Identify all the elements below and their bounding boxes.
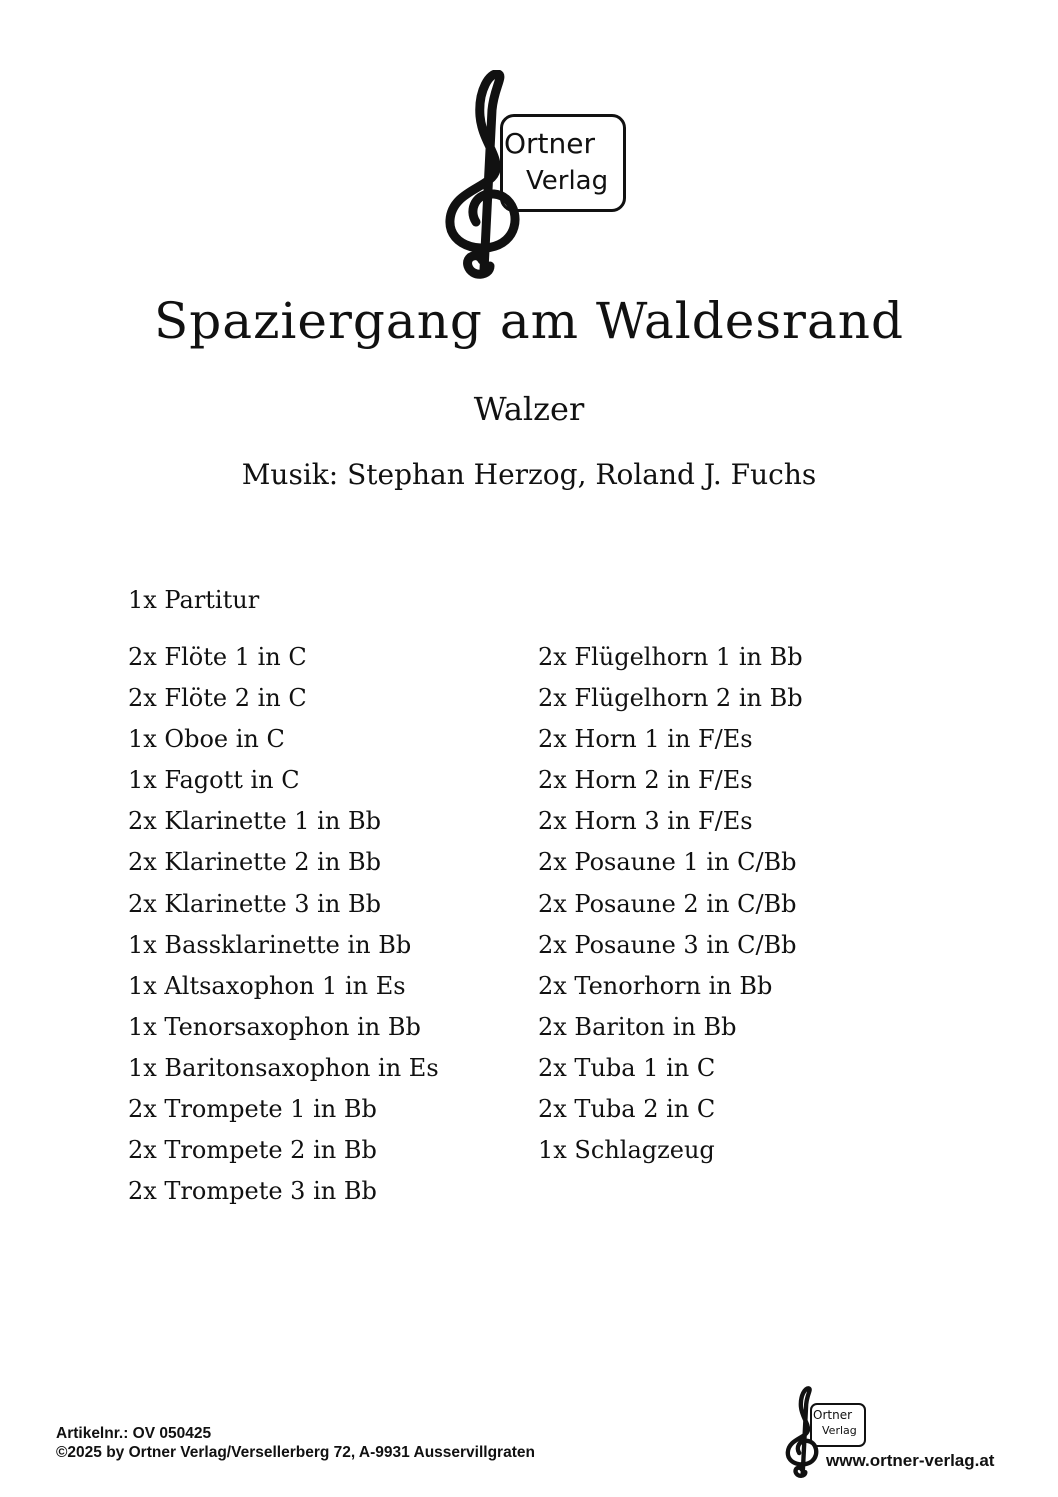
parts-list-right bbox=[538, 642, 803, 1176]
score-entry: 1x Partitur bbox=[128, 586, 260, 614]
subtitle: Walzer bbox=[473, 390, 585, 428]
list-item: 2x Flöte 1 in C bbox=[128, 643, 307, 671]
logo-line2: Verlag bbox=[526, 166, 609, 196]
list-item: 2x Horn 1 in F/Es bbox=[538, 725, 753, 754]
article-number: Artikelnr.: OV 050425 bbox=[56, 1425, 212, 1442]
website-link[interactable]: www.ortner-verlag.at bbox=[826, 1451, 995, 1470]
logo-line1: Ortner bbox=[504, 127, 596, 160]
logo-line2: Verlag bbox=[822, 1424, 857, 1437]
list-item: 1x Bassklarinette in Bb bbox=[128, 930, 412, 959]
list-item: 1x Baritonsaxophon in Es bbox=[128, 1053, 439, 1082]
composer-credit: Musik: Stephan Herzog, Roland J. Fuchs bbox=[241, 458, 817, 491]
page-title: Spaziergang am Waldesrand bbox=[154, 292, 904, 350]
list-item: 2x Tuba 2 in C bbox=[538, 1095, 716, 1124]
publisher-logo bbox=[432, 70, 632, 280]
list-item: 2x Flöte 2 in C bbox=[128, 684, 307, 713]
list-item: 1x Oboe in C bbox=[128, 725, 285, 754]
parts-list-left bbox=[128, 642, 439, 1217]
list-item: 2x Tuba 1 in C bbox=[538, 1053, 716, 1082]
list-item: 2x Trompete 2 in Bb bbox=[128, 1136, 377, 1165]
list-item: 2x Posaune 2 in C/Bb bbox=[538, 889, 797, 918]
list-item: 2x Horn 2 in F/Es bbox=[538, 766, 753, 795]
list-item: 2x Posaune 3 in C/Bb bbox=[538, 930, 797, 959]
list-item: 2x Bariton in Bb bbox=[538, 1012, 737, 1041]
logo-line1: Ortner bbox=[813, 1408, 853, 1422]
list-item: 1x Tenorsaxophon in Bb bbox=[128, 1012, 421, 1041]
footer-info bbox=[56, 1424, 535, 1462]
copyright: ©2025 by Ortner Verlag/Versellerberg 72, A-9931 Ausservillgraten bbox=[56, 1444, 535, 1461]
list-item: 2x Tenorhorn in Bb bbox=[538, 971, 773, 1000]
list-item: 2x Trompete 1 in Bb bbox=[128, 1095, 377, 1124]
list-item: 2x Klarinette 3 in Bb bbox=[128, 889, 381, 918]
list-item: 2x Klarinette 2 in Bb bbox=[128, 848, 381, 877]
list-item: 2x Flügelhorn 1 in Bb bbox=[538, 643, 803, 671]
list-item: 1x Altsaxophon 1 in Es bbox=[128, 971, 406, 1000]
list-item: 2x Flügelhorn 2 in Bb bbox=[538, 684, 803, 713]
list-item: 2x Klarinette 1 in Bb bbox=[128, 807, 381, 836]
list-item: 1x Fagott in C bbox=[128, 766, 300, 795]
list-item: 2x Horn 3 in F/Es bbox=[538, 807, 753, 836]
treble-clef-icon bbox=[780, 1385, 828, 1480]
list-item: 2x Trompete 3 in Bb bbox=[128, 1177, 377, 1206]
list-item: 2x Posaune 1 in C/Bb bbox=[538, 848, 797, 877]
list-item: 1x Schlagzeug bbox=[538, 1136, 715, 1165]
